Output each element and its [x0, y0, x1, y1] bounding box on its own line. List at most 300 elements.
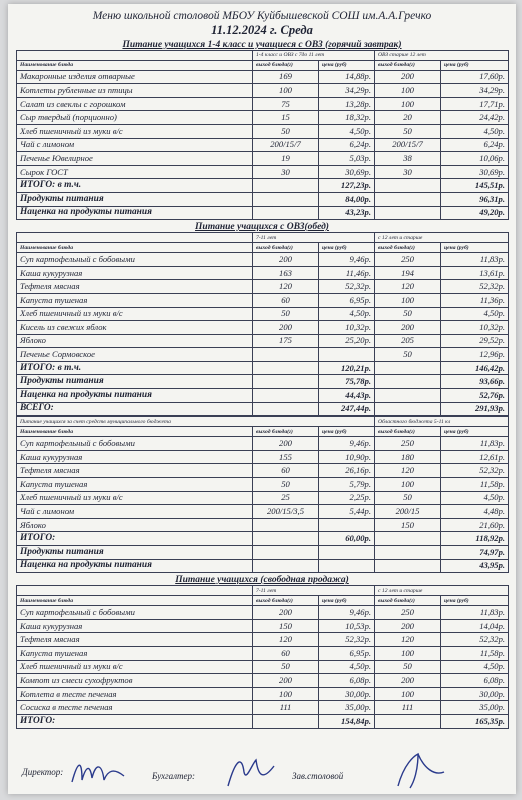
- dish-name-cell: Наценка на продукты питания: [17, 559, 253, 573]
- price-cell: 13,61р.: [441, 266, 509, 280]
- price-cell: 146,42р.: [441, 361, 509, 375]
- price-cell: 35,00р.: [441, 701, 509, 715]
- portion-cell: 200/15/7: [375, 138, 441, 152]
- price-cell: 6,08р.: [441, 674, 509, 688]
- column-header-row: [17, 596, 509, 606]
- dish-name-cell: Каша кукурузная: [17, 619, 253, 633]
- table-row: [17, 646, 509, 660]
- portion-cell: 50: [253, 660, 319, 674]
- price-cell: 118,92р.: [441, 532, 509, 546]
- column-group-label: с 12 лет и старше: [375, 233, 509, 243]
- portion-cell: 250: [375, 253, 441, 267]
- column-header: цена (руб): [319, 596, 375, 606]
- table-row: [17, 334, 509, 348]
- portion-cell: 100: [375, 687, 441, 701]
- column-group-label: 7-11 лет: [253, 233, 375, 243]
- portion-cell: 50: [375, 348, 441, 362]
- dish-name-cell: Каша кукурузная: [17, 266, 253, 280]
- portion-cell: 120: [375, 633, 441, 647]
- portion-cell: 25: [253, 491, 319, 505]
- dish-name-cell: Капуста тушеная: [17, 293, 253, 307]
- table-row: [17, 633, 509, 647]
- price-cell: 25,20р.: [319, 334, 375, 348]
- price-cell: 84,00р.: [319, 192, 375, 206]
- dish-name-cell: Продукты питания: [17, 375, 253, 389]
- menu-table: [16, 50, 509, 221]
- price-cell: 5,79р.: [319, 478, 375, 492]
- table-row: [17, 389, 509, 403]
- table-row: [17, 505, 509, 519]
- price-cell: 29,52р.: [441, 334, 509, 348]
- price-cell: 6,95р.: [319, 293, 375, 307]
- portion-cell: [253, 361, 319, 375]
- column-header: выход блюда(г): [253, 243, 319, 253]
- table-row: [17, 532, 509, 546]
- portion-cell: 20: [375, 111, 441, 125]
- portion-cell: [253, 714, 319, 728]
- canteen-label: Зав.столовой: [292, 771, 344, 781]
- portion-cell: 200: [253, 321, 319, 335]
- column-group-blank: [17, 50, 253, 60]
- price-cell: 26,16р.: [319, 464, 375, 478]
- column-group-label: ОВЗ старше 12 лет: [375, 50, 509, 60]
- table-row: [17, 464, 509, 478]
- price-cell: 18,32р.: [319, 111, 375, 125]
- portion-cell: 200: [375, 321, 441, 335]
- portion-cell: 50: [253, 307, 319, 321]
- dish-name-cell: Тефтеля мясная: [17, 464, 253, 478]
- dish-name-cell: Сырок ГОСТ: [17, 165, 253, 179]
- portion-cell: [375, 402, 441, 416]
- column-header: Наименование блюда: [17, 596, 253, 606]
- price-cell: 13,28р.: [319, 97, 375, 111]
- price-cell: 10,53р.: [319, 619, 375, 633]
- price-cell: 4,50р.: [319, 660, 375, 674]
- price-cell: 30,69р.: [441, 165, 509, 179]
- accountant-signature-icon: [222, 752, 282, 792]
- portion-cell: [375, 559, 441, 573]
- portion-cell: 15: [253, 111, 319, 125]
- section-title: Питание учащихся 1-4 класс и учащиеся с ОВЗ (горячий завтрак): [122, 39, 402, 50]
- table-row: [17, 97, 509, 111]
- column-group-label: Питание учащихся за счет средств муниципального бюджета: [17, 417, 375, 427]
- price-cell: 35,00р.: [319, 701, 375, 715]
- portion-cell: [253, 206, 319, 220]
- dish-name-cell: Тефтеля мясная: [17, 280, 253, 294]
- price-cell: 5,03р.: [319, 152, 375, 166]
- table-row: [17, 437, 509, 451]
- portion-cell: 200: [253, 606, 319, 620]
- price-cell: 17,60р.: [441, 70, 509, 84]
- price-cell: 17,71р.: [441, 97, 509, 111]
- price-cell: [319, 559, 375, 573]
- table-row: [17, 660, 509, 674]
- column-group-row: [17, 50, 509, 60]
- price-cell: 49,20р.: [441, 206, 509, 220]
- portion-cell: 120: [253, 633, 319, 647]
- dish-name-cell: Тефтеля мясная: [17, 633, 253, 647]
- dish-name-cell: Наценка на продукты питания: [17, 389, 253, 403]
- menu-sections: [8, 40, 516, 729]
- portion-cell: 30: [253, 165, 319, 179]
- director-label: Директор:: [22, 767, 64, 777]
- table-row: [17, 206, 509, 220]
- table-row: [17, 321, 509, 335]
- dish-name-cell: Наценка на продукты питания: [17, 206, 253, 220]
- table-row: [17, 375, 509, 389]
- portion-cell: 163: [253, 266, 319, 280]
- section-title: Питание учащихся (свободная продажа): [175, 575, 349, 586]
- price-cell: 4,50р.: [319, 307, 375, 321]
- portion-cell: 120: [253, 280, 319, 294]
- portion-cell: [253, 375, 319, 389]
- price-cell: 4,50р.: [319, 124, 375, 138]
- table-row: [17, 111, 509, 125]
- table-row: [17, 253, 509, 267]
- price-cell: 9,46р.: [319, 253, 375, 267]
- price-cell: 75,78р.: [319, 375, 375, 389]
- price-cell: 34,29р.: [441, 84, 509, 98]
- dish-name-cell: Хлеб пшеничный из муки в/с: [17, 307, 253, 321]
- price-cell: 93,66р.: [441, 375, 509, 389]
- portion-cell: 50: [253, 478, 319, 492]
- portion-cell: 150: [253, 619, 319, 633]
- column-header: цена (руб): [441, 243, 509, 253]
- price-cell: 11,46р.: [319, 266, 375, 280]
- price-cell: 14,88р.: [319, 70, 375, 84]
- table-row: [17, 293, 509, 307]
- price-cell: [319, 546, 375, 560]
- table-row: [17, 714, 509, 728]
- table-row: [17, 491, 509, 505]
- portion-cell: [253, 348, 319, 362]
- table-row: [17, 307, 509, 321]
- price-cell: 21,60р.: [441, 518, 509, 532]
- document-title: Меню школьной столовой МБОУ Куйбышевской СОШ им.А.А.Гречко: [92, 10, 432, 22]
- table-row: [17, 348, 509, 362]
- price-cell: 154,84р.: [319, 714, 375, 728]
- column-group-label: 7-11 лет: [253, 586, 375, 596]
- table-row: [17, 606, 509, 620]
- portion-cell: 100: [253, 84, 319, 98]
- column-header: цена (руб): [441, 60, 509, 70]
- price-cell: 9,46р.: [319, 606, 375, 620]
- dish-name-cell: Компот из смеси сухофруктов: [17, 674, 253, 688]
- price-cell: 43,95р.: [441, 559, 509, 573]
- dish-name-cell: Яблоко: [17, 518, 253, 532]
- portion-cell: 200/15/3,5: [253, 505, 319, 519]
- portion-cell: 60: [253, 646, 319, 660]
- portion-cell: [375, 375, 441, 389]
- column-group-blank: [17, 233, 253, 243]
- price-cell: 30,00р.: [441, 687, 509, 701]
- portion-cell: 111: [253, 701, 319, 715]
- table-row: [17, 266, 509, 280]
- column-header: цена (руб): [319, 427, 375, 437]
- portion-cell: 250: [375, 437, 441, 451]
- column-header: выход блюда(г): [375, 427, 441, 437]
- table-row: [17, 687, 509, 701]
- dish-name-cell: Капуста тушеная: [17, 478, 253, 492]
- dish-name-cell: ИТОГО:: [17, 714, 253, 728]
- price-cell: 11,36р.: [441, 293, 509, 307]
- price-cell: 165,35р.: [441, 714, 509, 728]
- portion-cell: [375, 192, 441, 206]
- column-header: цена (руб): [319, 243, 375, 253]
- table-row: [17, 546, 509, 560]
- column-header: Наименование блюда: [17, 243, 253, 253]
- portion-cell: 100: [375, 293, 441, 307]
- portion-cell: 200: [375, 70, 441, 84]
- director-signature-icon: [68, 756, 128, 790]
- portion-cell: 200: [253, 437, 319, 451]
- column-header-row: [17, 60, 509, 70]
- table-row: [17, 450, 509, 464]
- price-cell: 6,24р.: [319, 138, 375, 152]
- column-group-label: 1-4 класс и ОВЗ с 7до 11 лет: [253, 50, 375, 60]
- column-group-row: [17, 586, 509, 596]
- price-cell: 43,23р.: [319, 206, 375, 220]
- price-cell: 11,58р.: [441, 478, 509, 492]
- accountant-label: Бухгалтер:: [152, 771, 195, 781]
- dish-name-cell: Печенье Ювелирное: [17, 152, 253, 166]
- price-cell: 52,76р.: [441, 389, 509, 403]
- dish-name-cell: Суп картофельный с бобовыми: [17, 606, 253, 620]
- portion-cell: [253, 179, 319, 193]
- price-cell: 11,58р.: [441, 646, 509, 660]
- column-group-blank: [17, 586, 253, 596]
- column-header-row: [17, 427, 509, 437]
- column-group-row: [17, 417, 509, 427]
- menu-sheet: [8, 4, 516, 794]
- column-header: выход блюда(г): [253, 60, 319, 70]
- table-row: [17, 192, 509, 206]
- price-cell: 9,46р.: [319, 437, 375, 451]
- dish-name-cell: Чай с лимоном: [17, 505, 253, 519]
- column-header: выход блюда(г): [375, 243, 441, 253]
- dish-name-cell: Сосиска в тесте печеная: [17, 701, 253, 715]
- price-cell: 74,97р.: [441, 546, 509, 560]
- table-row: [17, 84, 509, 98]
- portion-cell: [253, 389, 319, 403]
- price-cell: 10,32р.: [441, 321, 509, 335]
- portion-cell: [253, 518, 319, 532]
- dish-name-cell: Чай с лимоном: [17, 138, 253, 152]
- price-cell: [319, 348, 375, 362]
- portion-cell: 100: [253, 687, 319, 701]
- portion-cell: 200: [375, 674, 441, 688]
- portion-cell: [375, 361, 441, 375]
- column-header: выход блюда(г): [375, 60, 441, 70]
- dish-name-cell: Продукты питания: [17, 546, 253, 560]
- table-row: [17, 619, 509, 633]
- portion-cell: 100: [375, 646, 441, 660]
- price-cell: 6,95р.: [319, 646, 375, 660]
- table-row: [17, 124, 509, 138]
- price-cell: 44,43р.: [319, 389, 375, 403]
- table-row: [17, 518, 509, 532]
- table-row: [17, 165, 509, 179]
- dish-name-cell: Яблоко: [17, 334, 253, 348]
- column-group-label: с 12 лет и старше: [375, 586, 509, 596]
- portion-cell: 200/15/7: [253, 138, 319, 152]
- column-group-row: [17, 233, 509, 243]
- price-cell: 10,32р.: [319, 321, 375, 335]
- portion-cell: [253, 402, 319, 416]
- portion-cell: 19: [253, 152, 319, 166]
- portion-cell: [375, 179, 441, 193]
- price-cell: 10,90р.: [319, 450, 375, 464]
- price-cell: 52,32р.: [441, 280, 509, 294]
- portion-cell: 150: [375, 518, 441, 532]
- portion-cell: 100: [375, 84, 441, 98]
- price-cell: 4,50р.: [441, 660, 509, 674]
- section-title: Питание учащихся с ОВЗ(обед): [195, 222, 329, 233]
- portion-cell: 111: [375, 701, 441, 715]
- dish-name-cell: Суп картофельный с бобовыми: [17, 253, 253, 267]
- portion-cell: 250: [375, 606, 441, 620]
- dish-name-cell: Каша кукурузная: [17, 450, 253, 464]
- portion-cell: 100: [375, 478, 441, 492]
- price-cell: 12,61р.: [441, 450, 509, 464]
- portion-cell: 100: [375, 97, 441, 111]
- price-cell: 30,69р.: [319, 165, 375, 179]
- portion-cell: 180: [375, 450, 441, 464]
- column-header: цена (руб): [441, 427, 509, 437]
- price-cell: [319, 518, 375, 532]
- price-cell: 11,83р.: [441, 606, 509, 620]
- price-cell: 4,50р.: [441, 124, 509, 138]
- portion-cell: [253, 532, 319, 546]
- price-cell: 30,00р.: [319, 687, 375, 701]
- dish-name-cell: Кисель из свежих яблок: [17, 321, 253, 335]
- portion-cell: 200/15: [375, 505, 441, 519]
- portion-cell: 50: [375, 124, 441, 138]
- price-cell: 60,00р.: [319, 532, 375, 546]
- price-cell: 291,93р.: [441, 402, 509, 416]
- portion-cell: 38: [375, 152, 441, 166]
- price-cell: 10,06р.: [441, 152, 509, 166]
- portion-cell: 60: [253, 293, 319, 307]
- table-row: [17, 361, 509, 375]
- column-header: цена (руб): [441, 596, 509, 606]
- price-cell: 52,32р.: [441, 633, 509, 647]
- portion-cell: 60: [253, 464, 319, 478]
- column-header: выход блюда(г): [253, 596, 319, 606]
- portion-cell: 50: [253, 124, 319, 138]
- table-row: [17, 478, 509, 492]
- price-cell: 14,04р.: [441, 619, 509, 633]
- price-cell: 12,96р.: [441, 348, 509, 362]
- portion-cell: 175: [253, 334, 319, 348]
- price-cell: 127,23р.: [319, 179, 375, 193]
- price-cell: 11,83р.: [441, 437, 509, 451]
- portion-cell: 30: [375, 165, 441, 179]
- portion-cell: 120: [375, 280, 441, 294]
- dish-name-cell: Капуста тушеная: [17, 646, 253, 660]
- price-cell: 11,83р.: [441, 253, 509, 267]
- dish-name-cell: Продукты питания: [17, 192, 253, 206]
- portion-cell: 169: [253, 70, 319, 84]
- table-row: [17, 674, 509, 688]
- table-row: [17, 179, 509, 193]
- price-cell: 4,48р.: [441, 505, 509, 519]
- dish-name-cell: Салат из свеклы с горошком: [17, 97, 253, 111]
- dish-name-cell: Суп картофельный с бобовыми: [17, 437, 253, 451]
- dish-name-cell: Котлеты рубленные из птицы: [17, 84, 253, 98]
- column-header: цена (руб): [319, 60, 375, 70]
- price-cell: 6,24р.: [441, 138, 509, 152]
- dish-name-cell: Хлеб пшеничный из муки в/с: [17, 660, 253, 674]
- portion-cell: 205: [375, 334, 441, 348]
- column-group-label: Областного бюджета 5-11 кл: [375, 417, 509, 427]
- price-cell: 52,32р.: [319, 280, 375, 294]
- dish-name-cell: ИТОГО: в т.ч.: [17, 179, 253, 193]
- dish-name-cell: ИТОГО:: [17, 532, 253, 546]
- table-row: [17, 402, 509, 416]
- table-row: [17, 701, 509, 715]
- price-cell: 52,32р.: [441, 464, 509, 478]
- portion-cell: [253, 546, 319, 560]
- table-row: [17, 280, 509, 294]
- price-cell: 5,44р.: [319, 505, 375, 519]
- column-header: выход блюда(г): [253, 427, 319, 437]
- portion-cell: [253, 559, 319, 573]
- column-header: Наименование блюда: [17, 427, 253, 437]
- price-cell: 34,29р.: [319, 84, 375, 98]
- portion-cell: 200: [253, 253, 319, 267]
- table-row: [17, 559, 509, 573]
- canteen-signature-icon: [388, 750, 448, 792]
- price-cell: 96,31р.: [441, 192, 509, 206]
- portion-cell: 200: [253, 674, 319, 688]
- portion-cell: 194: [375, 266, 441, 280]
- portion-cell: 50: [375, 307, 441, 321]
- portion-cell: 155: [253, 450, 319, 464]
- portion-cell: 50: [375, 491, 441, 505]
- portion-cell: [375, 546, 441, 560]
- menu-table: [16, 416, 509, 573]
- dish-name-cell: Печенье Сормовское: [17, 348, 253, 362]
- portion-cell: 200: [375, 619, 441, 633]
- dish-name-cell: Хлеб пшеничный из муки в/с: [17, 124, 253, 138]
- portion-cell: [375, 206, 441, 220]
- price-cell: 145,51р.: [441, 179, 509, 193]
- price-cell: 6,08р.: [319, 674, 375, 688]
- portion-cell: [253, 192, 319, 206]
- column-header: Наименование блюда: [17, 60, 253, 70]
- portion-cell: [375, 714, 441, 728]
- portion-cell: [375, 532, 441, 546]
- document-date: 11.12.2024 г. Среда: [211, 23, 313, 38]
- dish-name-cell: Макаронные изделия отварные: [17, 70, 253, 84]
- column-header-row: [17, 243, 509, 253]
- portion-cell: 120: [375, 464, 441, 478]
- dish-name-cell: ИТОГО: в т.ч.: [17, 361, 253, 375]
- dish-name-cell: ВСЕГО:: [17, 402, 253, 416]
- price-cell: 52,32р.: [319, 633, 375, 647]
- price-cell: 120,21р.: [319, 361, 375, 375]
- price-cell: 2,25р.: [319, 491, 375, 505]
- dish-name-cell: Котлета в тесте печеная: [17, 687, 253, 701]
- portion-cell: 50: [375, 660, 441, 674]
- dish-name-cell: Сыр твердый (порционно): [17, 111, 253, 125]
- price-cell: 4,50р.: [441, 491, 509, 505]
- dish-name-cell: Хлеб пшеничный из муки в/с: [17, 491, 253, 505]
- column-header: выход блюда(г): [375, 596, 441, 606]
- portion-cell: 75: [253, 97, 319, 111]
- menu-table: [16, 585, 509, 728]
